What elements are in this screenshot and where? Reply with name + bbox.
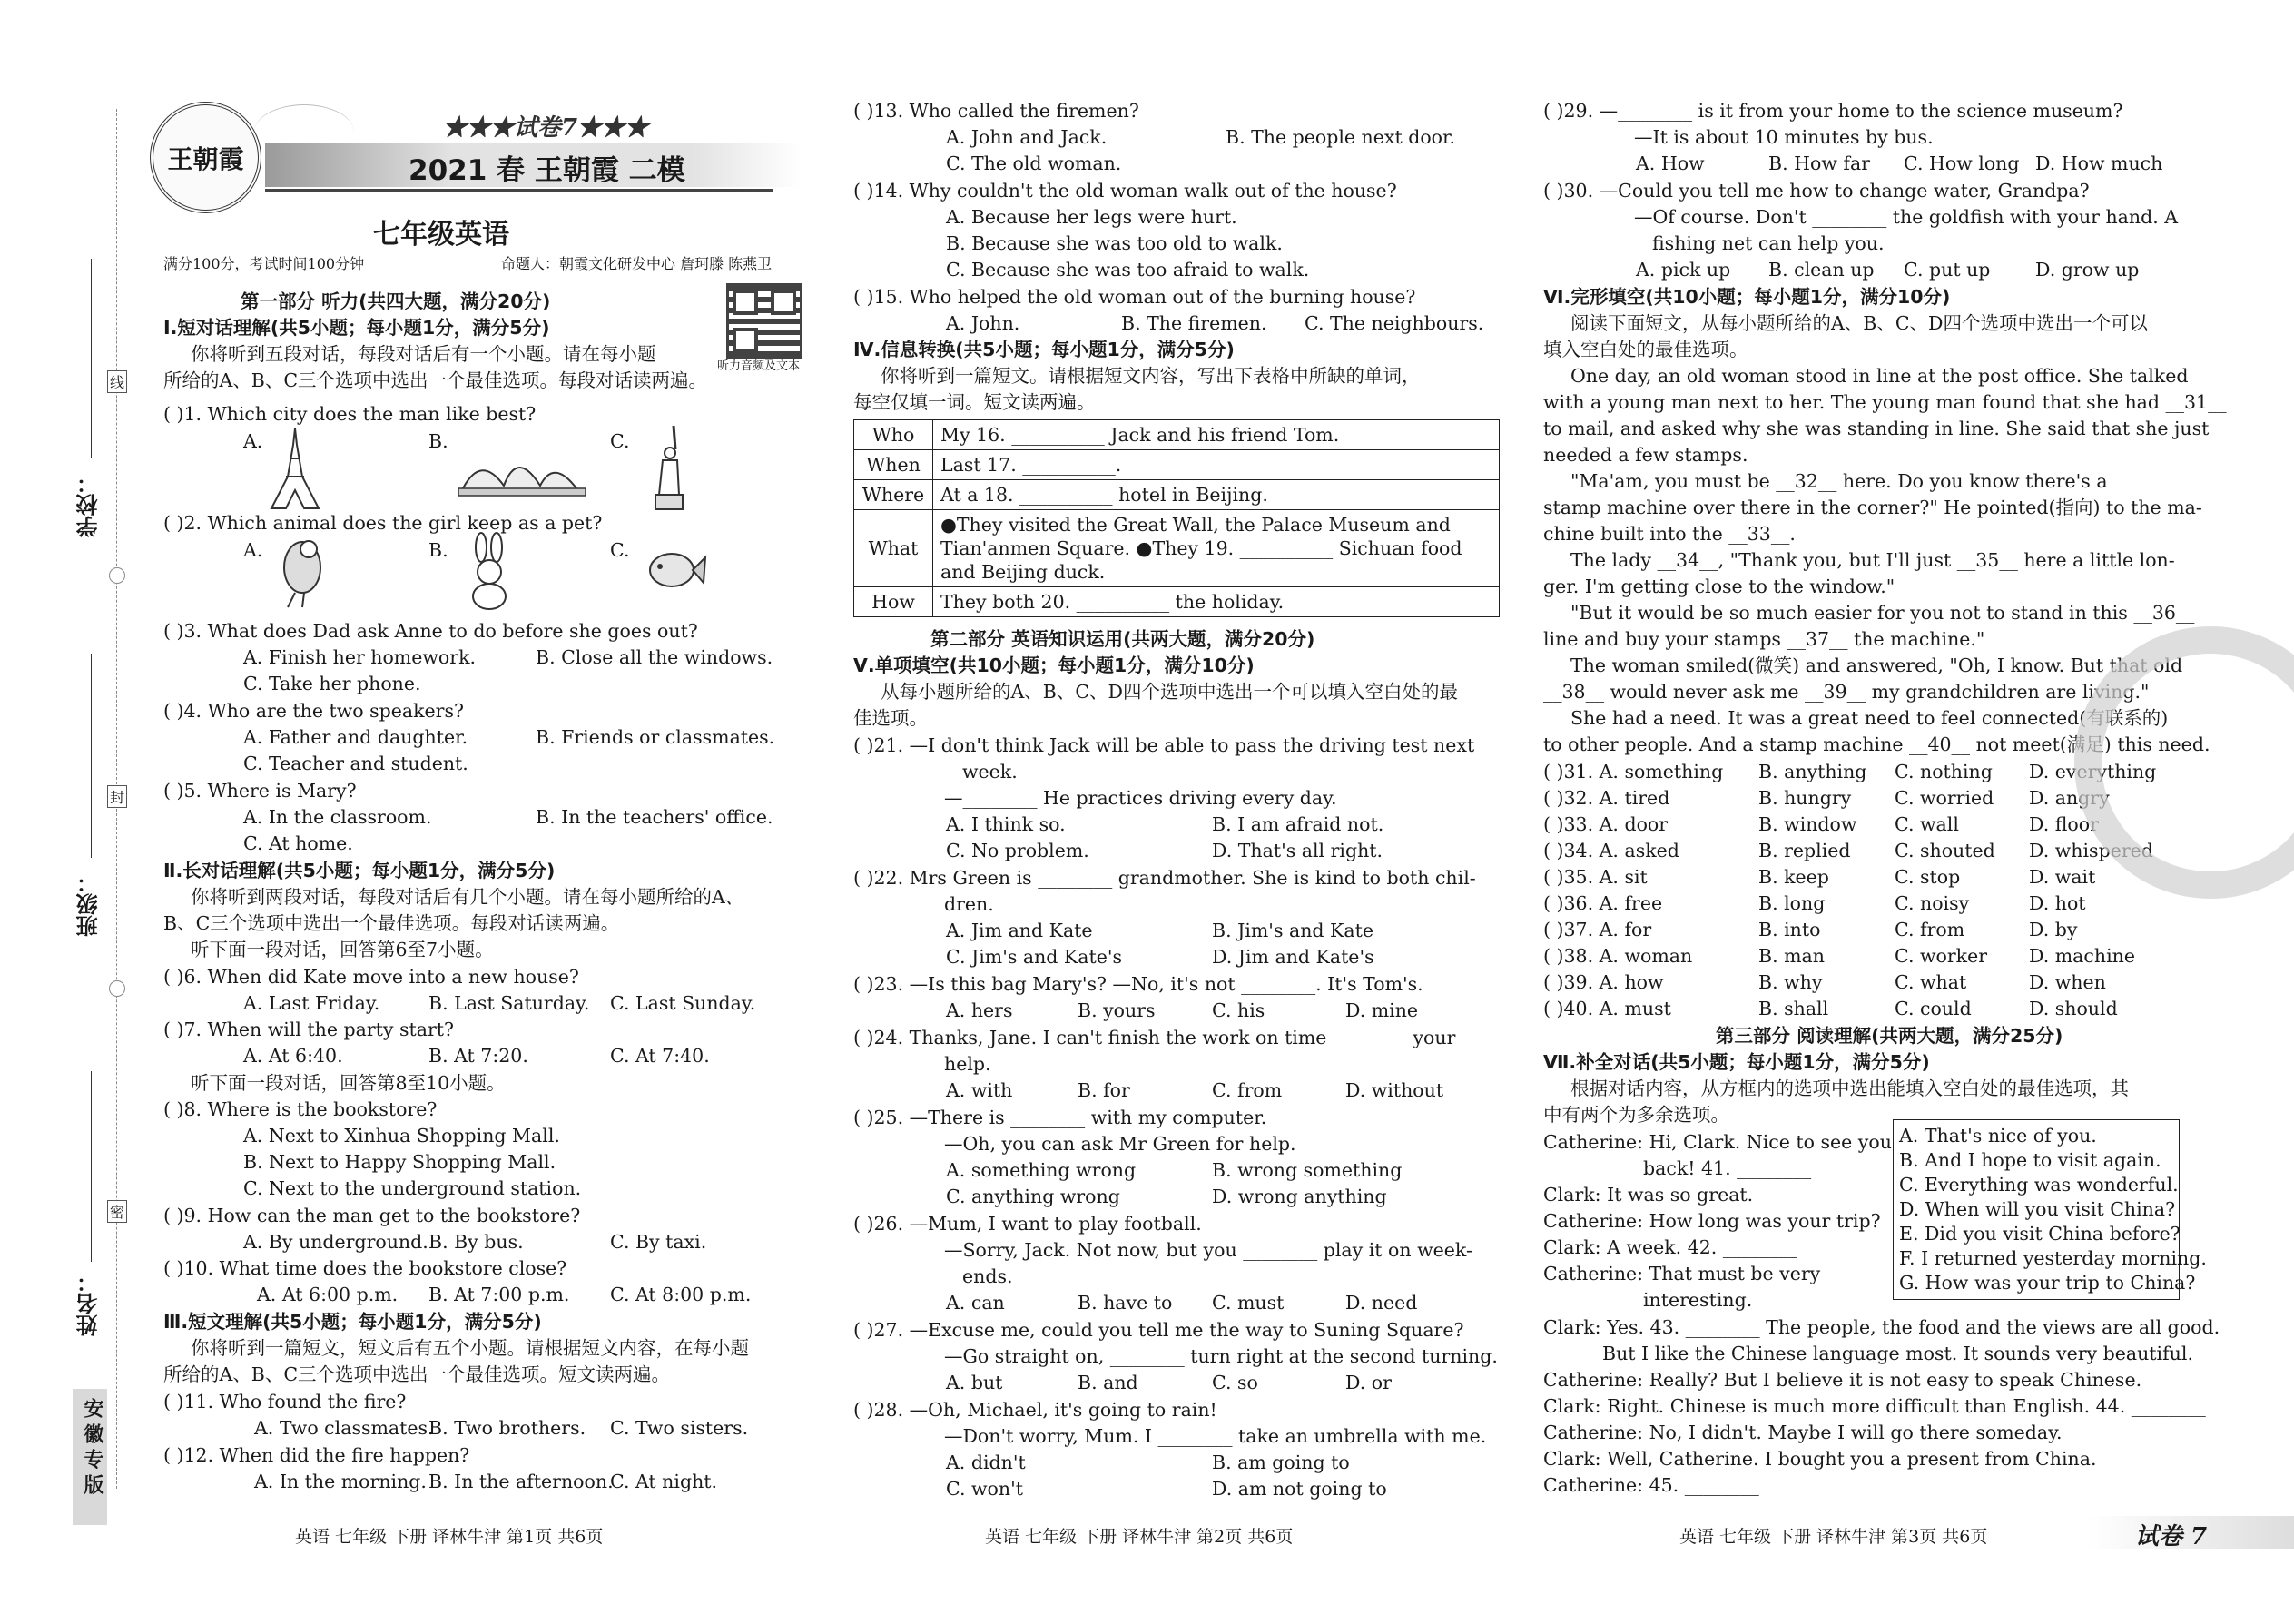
table-row-content: My 16. __________ Jack and his friend Tom.	[933, 420, 1500, 450]
text-line: ger. I'm getting close to the window."	[1543, 576, 1895, 597]
text-line: B. have to	[1078, 1292, 1173, 1314]
text-line: D. am not going to	[1212, 1478, 1387, 1500]
text-line: B. hungry	[1758, 787, 1852, 809]
text-line: help.	[944, 1053, 991, 1075]
text-line: 从每小题所给的A、B、C、D四个选项中选出一个可以填入空白处的最	[881, 681, 1458, 703]
text-line: ( )24. Thanks, Jane. I can't finish the work on time ________ your	[853, 1027, 1456, 1048]
text-line: B. window	[1758, 813, 1857, 835]
text-line: B. man	[1758, 945, 1825, 967]
text-line: She had a need. It was a great need to feel connected(有联系的)	[1570, 707, 2169, 729]
text-line: C. so	[1212, 1372, 1258, 1393]
table-row	[854, 450, 1500, 480]
text-line: B. replied	[1758, 840, 1851, 861]
section-heading: Ⅰ.短对话理解(共5小题；每小题1分，满分5分)	[163, 317, 550, 339]
text-line: Catherine: That must be very	[1543, 1263, 1821, 1284]
text-line: ( )14. Why couldn't the old woman walk out of the house?	[853, 180, 1397, 202]
text-line: D. by	[2029, 919, 2078, 940]
text-line: B. At 7:20.	[428, 1045, 528, 1067]
text-line: D. when	[2029, 971, 2106, 993]
table-row-content: They both 20. __________ the holiday.	[933, 587, 1500, 617]
text-line: "Ma'am, you must be __32__ here. Do you know there's a	[1570, 470, 2108, 492]
text-line: Catherine: 45. ________	[1543, 1474, 1759, 1496]
text-line: B. yours	[1078, 999, 1156, 1021]
text-line: A. pick up	[1636, 259, 1731, 281]
parrot-icon	[268, 531, 336, 608]
text-line: C. wall	[1895, 813, 1959, 835]
text-line: B. long	[1758, 892, 1826, 914]
section-heading: Ⅳ.信息转换(共5小题；每小题1分，满分5分)	[853, 339, 1235, 360]
info-table	[853, 419, 1500, 617]
qr-caption: 听力音频及文本	[717, 359, 801, 373]
footer-page-3: 英语 七年级 下册 译林牛津 第3页 共6页	[1679, 1527, 1988, 1547]
text-line: ( )26. —Mum, I want to play football.	[853, 1213, 1202, 1235]
text-line: back! 41. ________	[1643, 1157, 1812, 1179]
text-line: 中有两个为多余选项。	[1543, 1104, 1729, 1126]
text-line: B. anything	[1758, 761, 1867, 782]
text-line: —Sorry, Jack. Not now, but you ________ play it on week-	[944, 1239, 1472, 1261]
class-field[interactable]	[91, 654, 92, 858]
text-line: 填入空白处的最佳选项。	[1543, 339, 1748, 360]
text-line: 你将听到两段对话，每段对话后有几个小题。请在每小题所给的A、	[191, 886, 744, 908]
text-line: line and buy your stamps __37__ the machine."	[1543, 628, 1985, 650]
text-line: A. I think so.	[946, 813, 1066, 835]
section-heading: Ⅴ.单项填空(共10小题；每小题1分，满分10分)	[853, 655, 1255, 676]
text-line: D. or	[1345, 1372, 1392, 1393]
goldfish-icon	[640, 536, 708, 604]
text-line: ( )3. What does Dad ask Anne to do before she goes out?	[163, 620, 698, 642]
text-line: 你将听到一篇短文。请根据短文内容，写出下表格中所缺的单词，	[881, 365, 1421, 387]
text-line: B. I am afraid not.	[1212, 813, 1384, 835]
text-line: C. stop	[1895, 866, 1961, 888]
dialog-option: A. That's nice of you.	[1899, 1125, 2097, 1147]
table-row-content: At a 18. __________ hotel in Beijing.	[933, 480, 1500, 510]
dialog-option: E. Did you visit China before?	[1899, 1223, 2181, 1245]
text-line: D. without	[1345, 1079, 1444, 1101]
text-line: C. Teacher and student.	[243, 753, 468, 774]
text-line: The woman smiled(微笑) and answered, "Oh, I know. But that old	[1570, 655, 2183, 676]
text-line: ( )36. A. free	[1543, 892, 1663, 914]
footer-page-1: 英语 七年级 下册 译林牛津 第1页 共6页	[295, 1527, 604, 1547]
opera-house-icon	[454, 445, 590, 499]
text-line: ( )15. Who helped the old woman out of the burning house?	[853, 286, 1416, 308]
text-line: 听下面一段对话，回答第8至10小题。	[191, 1072, 506, 1094]
text-line: C. won't	[946, 1478, 1023, 1500]
text-line: D. need	[1345, 1292, 1418, 1314]
text-line: Catherine: No, I didn't. Maybe I will go there someday.	[1543, 1422, 2063, 1443]
table-row-label: How	[854, 587, 933, 617]
text-line: C. anything wrong	[946, 1186, 1120, 1207]
text-line: 你将听到五段对话，每段对话后有一个小题。请在每小题	[191, 343, 656, 365]
text-line: fishing net can help you.	[1652, 232, 1885, 254]
text-line: B. and	[1078, 1372, 1138, 1393]
text-line: to mail, and asked why she was standing in line. She said that she just	[1543, 418, 2210, 439]
text-line: B. The people next door.	[1226, 126, 1456, 148]
text-line: C. Two sisters.	[610, 1417, 749, 1439]
binding-mark: 线	[107, 370, 127, 393]
text-line: C. The old woman.	[946, 153, 1122, 174]
text-line: C. from	[1212, 1079, 1283, 1101]
text-line: 每空仅填一词。短文读两遍。	[853, 391, 1096, 413]
text-line: A. with	[946, 1079, 1013, 1101]
text-line: B.	[428, 430, 448, 452]
table-row	[854, 510, 1500, 587]
text-line: ( )25. —There is ________ with my computer.	[853, 1107, 1267, 1128]
section-heading: Ⅶ.补全对话(共5小题；每小题1分，满分5分)	[1543, 1051, 1930, 1073]
exam-banner: 2021 春 王朝霞 二模	[409, 154, 685, 187]
text-line: ( )8. Where is the bookstore?	[163, 1098, 438, 1120]
text-line: A.	[243, 539, 263, 561]
text-line: ( )12. When did the fire happen?	[163, 1444, 470, 1466]
text-line: A.	[243, 430, 263, 452]
binding-mark: 封	[107, 785, 127, 808]
text-line: ( )28. —Oh, Michael, it's going to rain!	[853, 1399, 1217, 1421]
text-line: A. How	[1636, 153, 1705, 174]
text-line: B.	[428, 539, 448, 561]
text-line: A. hers	[946, 999, 1013, 1021]
text-line: D. wait	[2029, 866, 2096, 888]
text-line: One day, an old woman stood in line at the post office. She talked	[1570, 365, 2189, 387]
text-line: ( )23. —Is this bag Mary's? —No, it's not ________. It's Tom's.	[853, 973, 1423, 995]
text-line: B. shall	[1758, 998, 1829, 1019]
text-line: "But it would be so much easier for you not to stand in this __36__	[1570, 602, 2195, 624]
table-row-label: When	[854, 450, 933, 480]
text-line: C. Jim's and Kate's	[946, 946, 1122, 968]
binding-mark: 密	[107, 1200, 127, 1223]
text-line: ( )22. Mrs Green is ________ grandmother. She is kind to both chil-	[853, 867, 1476, 889]
text-line: ( )2. Which animal does the girl keep as a pet?	[163, 512, 603, 534]
text-line: Clark: Yes. 43. ________ The people, the food and the views are all good.	[1543, 1316, 2220, 1338]
text-line: A. In the classroom.	[243, 806, 432, 828]
text-line: B. into	[1758, 919, 1821, 940]
table-row-label: Where	[854, 480, 933, 510]
text-line: D. That's all right.	[1212, 840, 1383, 861]
text-line: A. Next to Xinhua Shopping Mall.	[243, 1125, 560, 1147]
text-line: ( )34. A. asked	[1543, 840, 1679, 861]
text-line: B. Friends or classmates.	[536, 726, 775, 748]
text-line: ( )1. Which city does the man like best?	[163, 403, 537, 425]
table-row	[854, 420, 1500, 450]
text-line: A. John and Jack.	[946, 126, 1108, 148]
text-line: D. angry	[2029, 787, 2110, 809]
text-line: 所给的A、B、C三个选项中选出一个最佳选项。短文读两遍。	[163, 1363, 671, 1385]
exam-meta-left: 满分100分，考试时间100分钟	[163, 255, 365, 272]
text-line: ( )29. —________ is it from your home to the science museum?	[1543, 100, 2123, 122]
text-line: C. At 8:00 p.m.	[610, 1284, 752, 1305]
dialog-options-box	[1893, 1119, 2207, 1300]
text-line: B. Two brothers.	[428, 1417, 586, 1439]
section-heading: 第一部分 听力(共四大题，满分20分)	[241, 290, 551, 312]
dialog-option: F. I returned yesterday morning.	[1899, 1247, 2207, 1269]
text-line: —________ He practices driving every day.	[944, 787, 1337, 809]
text-line: B. In the teachers' office.	[536, 806, 773, 828]
text-line: B、C三个选项中选出一个最佳选项。每段对话读两遍。	[163, 912, 620, 934]
text-line: B. am going to	[1212, 1452, 1350, 1473]
text-line: A. Father and daughter.	[243, 726, 468, 748]
text-line: A. Jim and Kate	[946, 920, 1093, 941]
text-line: C. his	[1212, 999, 1265, 1021]
text-line: week.	[962, 761, 1018, 782]
text-line: B. keep	[1758, 866, 1829, 888]
text-line: ( )4. Who are the two speakers?	[163, 700, 464, 722]
text-line: ( )21. —I don't think Jack will be able to pass the driving test next	[853, 734, 1475, 756]
text-line: B. Next to Happy Shopping Mall.	[243, 1151, 556, 1173]
table-row-label: Who	[854, 420, 933, 450]
text-line: ( )39. A. how	[1543, 971, 1664, 993]
table-row-content: ●They visited the Great Wall, the Palace Museum and Tian'anmen Square. ●They 19. __________ Sichuan food and Beijing duck.	[933, 510, 1500, 587]
text-line: D. How much	[2035, 153, 2163, 174]
text-line: C.	[610, 430, 630, 452]
text-line: ( )6. When did Kate move into a new house?	[163, 966, 579, 988]
text-line: ( )38. A. woman	[1543, 945, 1693, 967]
text-line: C. could	[1895, 998, 1972, 1019]
corner-tag: 试卷 7	[2135, 1523, 2208, 1550]
text-line: B. why	[1758, 971, 1823, 993]
text-line: C. worried	[1895, 787, 1994, 809]
text-line: ( )33. A. door	[1543, 813, 1669, 835]
text-line: C. shouted	[1895, 840, 1995, 861]
statue-of-liberty-icon	[646, 422, 692, 513]
binding-circle	[109, 567, 125, 584]
text-line: to other people. And a stamp machine __40__ not meet(满足) this need.	[1543, 733, 2210, 755]
text-line: C. nothing	[1895, 761, 1993, 782]
logo-text: 王朝霞	[167, 143, 244, 174]
text-line: C. what	[1895, 971, 1967, 993]
text-line: ( )30. —Could you tell me how to change water, Grandpa?	[1543, 180, 2090, 202]
text-line: C. No problem.	[946, 840, 1089, 861]
text-line: D. should	[2029, 998, 2118, 1019]
dialog-option: C. Everything was wonderful.	[1899, 1174, 2179, 1196]
text-line: Clark: Right. Chinese is much more difficult than English. 44. ________	[1543, 1395, 2206, 1417]
text-line: ( )10. What time does the bookstore close?	[163, 1257, 567, 1279]
text-line: But I like the Chinese language most. It sounds very beautiful.	[1602, 1343, 2193, 1364]
page-title: 七年级英语	[373, 219, 509, 251]
text-line: stamp machine over there in the corner?" He pointed(指向) to the ma-	[1543, 497, 2202, 518]
text-line: ( )5. Where is Mary?	[163, 780, 357, 802]
table-row-label: What	[854, 510, 933, 587]
text-line: A. Finish her homework.	[243, 646, 477, 668]
binding-circle	[109, 980, 125, 997]
text-line: D. everything	[2029, 761, 2157, 782]
text-line: C. At 7:40.	[610, 1045, 710, 1067]
text-line: ( )7. When will the party start?	[163, 1019, 455, 1040]
text-line: B. In the afternoon.	[428, 1471, 614, 1492]
text-line: A. something wrong	[946, 1159, 1137, 1181]
text-line: A. John.	[946, 312, 1020, 334]
text-line: C. noisy	[1895, 892, 1970, 914]
text-line: ( )27. —Excuse me, could you tell me the way to Suning Square?	[853, 1319, 1464, 1341]
exam-meta-right: 命题人：朝霞文化研发中心 詹珂滕 陈燕卫	[501, 255, 773, 272]
text-line: needed a few stamps.	[1543, 444, 1748, 466]
text-line: —Don't worry, Mum. I ________ take an umbrella with me.	[944, 1425, 1487, 1447]
text-line: 根据对话内容，从方框内的选项中选出能填入空白处的最佳选项，其	[1570, 1078, 2129, 1099]
section-heading: Ⅵ.完形填空(共10小题；每小题1分，满分10分)	[1543, 286, 1951, 308]
brand-logo	[150, 102, 261, 213]
text-line: D. grow up	[2035, 259, 2140, 281]
text-line: 所给的A、B、C三个选项中选出一个最佳选项。每段对话读两遍。	[163, 369, 708, 391]
text-line: ( )11. Who found the fire?	[163, 1391, 407, 1412]
text-line: The lady __34__, "Thank you, but I'll just __35__ here a little lon-	[1570, 549, 2175, 571]
text-line: A. By underground.	[243, 1231, 428, 1253]
text-line: D. whispered	[2029, 840, 2153, 861]
text-line: C. put up	[1904, 259, 1991, 281]
text-line: C. At home.	[243, 832, 353, 854]
qr-code	[726, 283, 802, 359]
text-line: A. In the morning.	[254, 1471, 427, 1492]
text-line: B. wrong something	[1212, 1159, 1403, 1181]
text-line: B. Last Saturday.	[428, 992, 590, 1014]
text-line: —Oh, you can ask Mr Green for help.	[944, 1133, 1296, 1155]
text-line: D. machine	[2029, 945, 2135, 967]
dialog-option: B. And I hope to visit again.	[1899, 1149, 2161, 1171]
text-line: C. from	[1895, 919, 1965, 940]
text-line: A. can	[946, 1292, 1005, 1314]
text-line: C. worker	[1895, 945, 1988, 967]
text-line: B. Jim's and Kate	[1212, 920, 1373, 941]
text-line: 听下面一段对话，回答第6至7小题。	[191, 939, 494, 960]
text-line: chine built into the __33__.	[1543, 523, 1796, 545]
table-row	[854, 587, 1500, 617]
text-line: C. Last Sunday.	[610, 992, 756, 1014]
name-label: 姓名：	[76, 1271, 102, 1336]
footer-page-2: 英语 七年级 下册 译林牛津 第2页 共6页	[985, 1527, 1294, 1547]
text-line: A. but	[946, 1372, 1003, 1393]
text-line: B. At 7:00 p.m.	[428, 1284, 570, 1305]
dialog-option: D. When will you visit China?	[1899, 1198, 2176, 1220]
text-line: ends.	[962, 1265, 1013, 1287]
text-line: 你将听到一篇短文，短文后有五个小题。请根据短文内容，在每小题	[191, 1337, 749, 1359]
name-field[interactable]	[91, 1071, 92, 1262]
section-heading: 第三部分 阅读理解(共两大题，满分25分)	[1716, 1025, 2063, 1047]
text-line: dren.	[944, 893, 994, 915]
text-line: D. mine	[1345, 999, 1419, 1021]
text-line: 阅读下面短文，从每小题所给的A、B、C、D四个选项中选出一个可以	[1570, 312, 2148, 334]
text-line: B. The firemen.	[1121, 312, 1267, 334]
text-line: C. Next to the underground station.	[243, 1177, 582, 1199]
text-line: D. Jim and Kate's	[1212, 946, 1374, 968]
text-line: ( )13. Who called the firemen?	[853, 100, 1139, 122]
text-line: ( )31. A. something	[1543, 761, 1724, 782]
text-line: interesting.	[1643, 1289, 1753, 1311]
text-line: ( )40. A. must	[1543, 998, 1671, 1019]
text-line: Catherine: How long was your trip?	[1543, 1210, 1881, 1232]
text-line: —It is about 10 minutes by bus.	[1634, 126, 1934, 148]
text-line: Clark: A week. 42. ________	[1543, 1236, 1797, 1258]
text-line: ( )37. A. for	[1543, 919, 1652, 940]
text-line: B. How far	[1768, 153, 1870, 174]
text-line: ( )32. A. tired	[1543, 787, 1670, 809]
text-line: C. How long	[1904, 153, 2020, 174]
text-line: A. At 6:40.	[243, 1045, 343, 1067]
section-heading: Ⅲ.短文理解(共5小题；每小题1分，满分5分)	[163, 1311, 542, 1333]
text-line: C. Because she was too afraid to walk.	[946, 259, 1310, 281]
text-line: A. Because her legs were hurt.	[946, 206, 1237, 228]
text-line: A. At 6:00 p.m.	[257, 1284, 399, 1305]
table-row	[854, 480, 1500, 510]
section-heading: Ⅱ.长对话理解(共5小题；每小题1分，满分5分)	[163, 860, 556, 881]
text-line: B. Close all the windows.	[536, 646, 773, 668]
text-line: D. hot	[2029, 892, 2086, 914]
text-line: C. At night.	[610, 1471, 718, 1492]
text-line: Catherine: Really? But I believe it is not easy to speak Chinese.	[1543, 1369, 2142, 1391]
text-line: A. didn't	[946, 1452, 1026, 1473]
text-line: ( )35. A. sit	[1543, 866, 1648, 888]
text-line: C. must	[1212, 1292, 1285, 1314]
school-label: 学校：	[76, 472, 102, 537]
table-row-content: Last 17. __________.	[933, 450, 1500, 480]
text-line: B. clean up	[1768, 259, 1875, 281]
text-line: A. Two classmates.	[254, 1417, 434, 1439]
text-line: __38__ would never ask me __39__ my grandchildren are living."	[1543, 681, 2150, 703]
eiffel-tower-icon	[268, 427, 322, 510]
text-line: —Go straight on, ________ turn right at the second turning.	[944, 1345, 1498, 1367]
text-line: ( )9. How can the man get to the bookstore?	[163, 1205, 581, 1226]
text-line: B. By bus.	[428, 1231, 524, 1253]
banner-underline	[265, 189, 773, 192]
rabbit-icon	[458, 531, 522, 613]
text-line: with a young man next to her. The young man found that she had __31__	[1543, 391, 2227, 413]
paper-tag: ★★★试卷7★★★	[443, 114, 649, 142]
text-line: D. wrong anything	[1212, 1186, 1387, 1207]
text-line: C. By taxi.	[610, 1231, 707, 1253]
text-line: B. Because she was too old to walk.	[946, 232, 1283, 254]
text-line: Clark: It was so great.	[1543, 1184, 1754, 1206]
class-label: 班级：	[76, 871, 102, 937]
text-line: Clark: Well, Catherine. I bought you a present from China.	[1543, 1448, 2097, 1470]
text-line: A. Last Friday.	[243, 992, 380, 1014]
school-field[interactable]	[91, 259, 92, 458]
text-line: Catherine: Hi, Clark. Nice to see you	[1543, 1131, 1892, 1153]
text-line: D. floor	[2029, 813, 2099, 835]
text-line: C.	[610, 539, 630, 561]
dialog-option: G. How was your trip to China?	[1899, 1272, 2196, 1294]
edition-badge: 安徽专版	[73, 1389, 107, 1525]
text-line: C. The neighbours.	[1305, 312, 1484, 334]
text-line: B. for	[1078, 1079, 1130, 1101]
text-line: —Of course. Don't ________ the goldfish with your hand. A	[1634, 206, 2179, 228]
text-line: 佳选项。	[853, 707, 928, 729]
text-line: C. Take her phone.	[243, 673, 421, 694]
section-heading: 第二部分 英语知识运用(共两大题，满分20分)	[930, 628, 1315, 650]
